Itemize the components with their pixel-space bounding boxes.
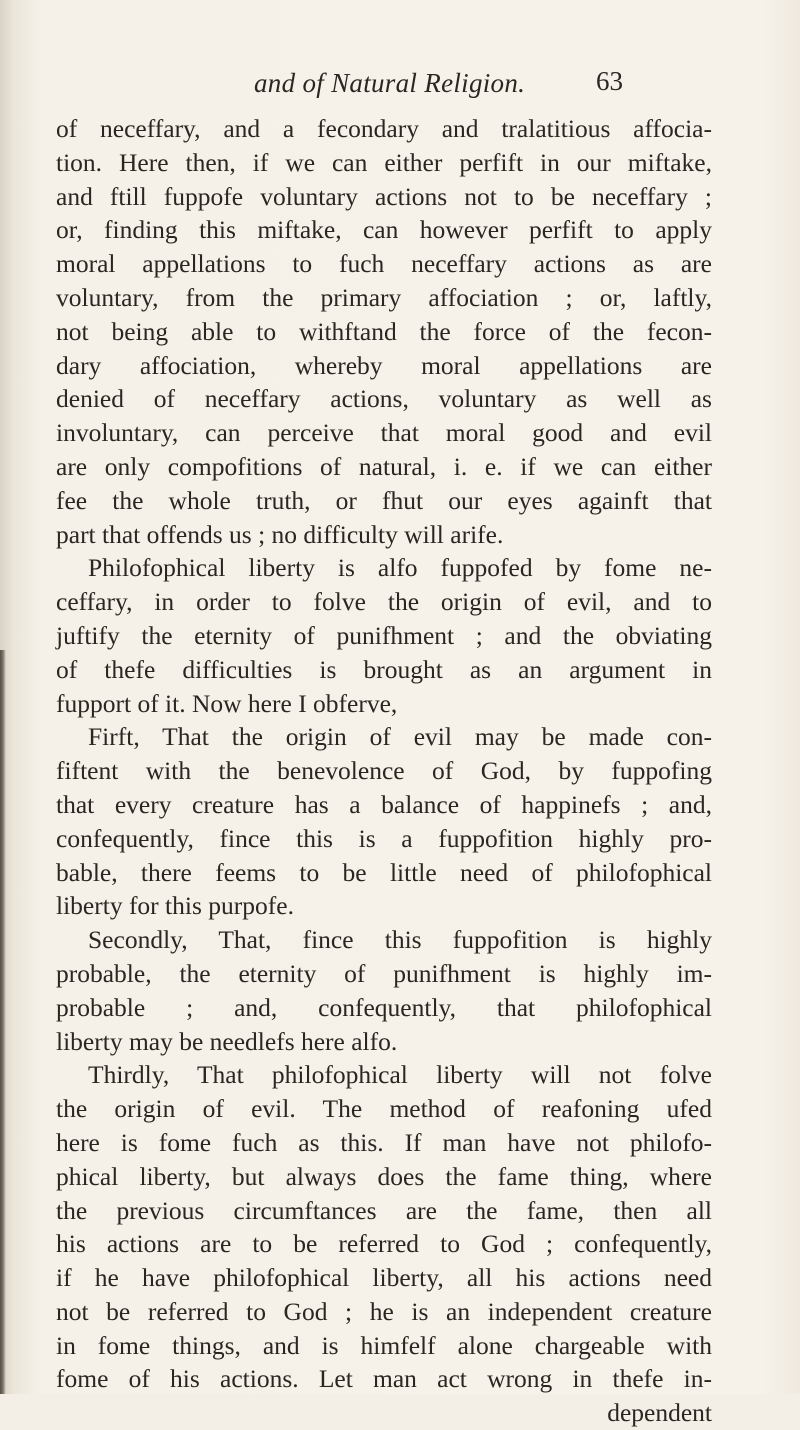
text-line: fome of his actions. Let man act wrong in thefe in- <box>56 1364 712 1394</box>
running-head <box>0 62 800 102</box>
text-line: liberty may be needlefs here alfo. <box>56 1026 398 1056</box>
text-line: fee the whole truth, or fhut our eyes againft that <box>56 485 712 515</box>
text-line: that every creature has a balance of happinefs ; and, <box>56 789 712 819</box>
text-line: not being able to withftand the force of the fecon- <box>56 316 712 346</box>
text-line: moral appellations to fuch neceffary actions as are <box>56 249 712 279</box>
catchword: dependent <box>607 1398 712 1428</box>
text-line: dary affociation, whereby moral appellations are <box>56 350 712 380</box>
text-line: denied of neceffary actions, voluntary as well as <box>56 384 712 414</box>
text-line: bable, there feems to be little need of philofophical <box>56 857 712 887</box>
text-line: phical liberty, but always does the fame thing, where <box>56 1161 712 1191</box>
text-line: probable ; and, confequently, that philofophical <box>56 992 712 1022</box>
text-line: fupport of it. Now here I obferve, <box>56 688 398 718</box>
text-line: in fome things, and is himfelf alone chargeable with <box>56 1330 712 1360</box>
text-line: ceffary, in order to folve the origin of evil, and to <box>56 587 712 617</box>
text-line: and ftill fuppofe voluntary actions not to be neceffary ; <box>56 181 712 211</box>
text-line: juftify the eternity of punifhment ; and the obviating <box>56 620 712 650</box>
gutter-shadow <box>0 650 6 1394</box>
text-line: confequently, fince this is a fuppofition highly pro- <box>56 823 712 853</box>
text-line: his actions are to be referred to God ; confequently, <box>56 1229 712 1259</box>
text-line: of neceffary, and a fecondary and tralatitious affocia- <box>56 114 712 143</box>
paragraph-start-line: Secondly, That, fince this fuppofition is highly <box>88 925 712 955</box>
text-line: the origin of evil. The method of reafoning ufed <box>56 1094 712 1124</box>
running-head-title: and of Natural Religion. <box>254 68 526 98</box>
text-line: liberty for this purpofe. <box>56 891 294 921</box>
text-line: involuntary, can perceive that moral good and evil <box>56 418 712 448</box>
text-line: voluntary, from the primary affociation ; or, laftly, <box>56 282 712 312</box>
paragraph-start-line: Thirdly, That philofophical liberty will not folve <box>88 1060 712 1090</box>
text-line: or, finding this miftake, can however perfift to apply <box>56 215 712 245</box>
text-line: probable, the eternity of punifhment is highly im- <box>56 958 712 988</box>
page-number: 63 <box>596 66 623 96</box>
text-line: of thefe difficulties is brought as an argument in <box>56 654 712 684</box>
text-line: here is fome fuch as this. If man have not philofo- <box>56 1127 712 1157</box>
paragraph-start-line: Philofophical liberty is alfo fuppofed by fome ne- <box>88 553 712 583</box>
text-line: fiftent with the benevolence of God, by fuppofing <box>56 756 712 786</box>
text-line: if he have philofophical liberty, all his actions need <box>56 1263 712 1293</box>
text-line: not be referred to God ; he is an independent creature <box>56 1296 712 1326</box>
text-line: the previous circumftances are the fame, then all <box>56 1195 712 1225</box>
text-line: part that offends us ; no difficulty will arife. <box>56 519 504 549</box>
paragraph-start-line: Firft, That the origin of evil may be made con- <box>88 722 712 752</box>
text-line: are only compofitions of natural, i. e. if we can either <box>56 451 712 481</box>
body-text <box>56 112 712 1430</box>
text-line: tion. Here then, if we can either perfift in our miftake, <box>56 147 712 177</box>
